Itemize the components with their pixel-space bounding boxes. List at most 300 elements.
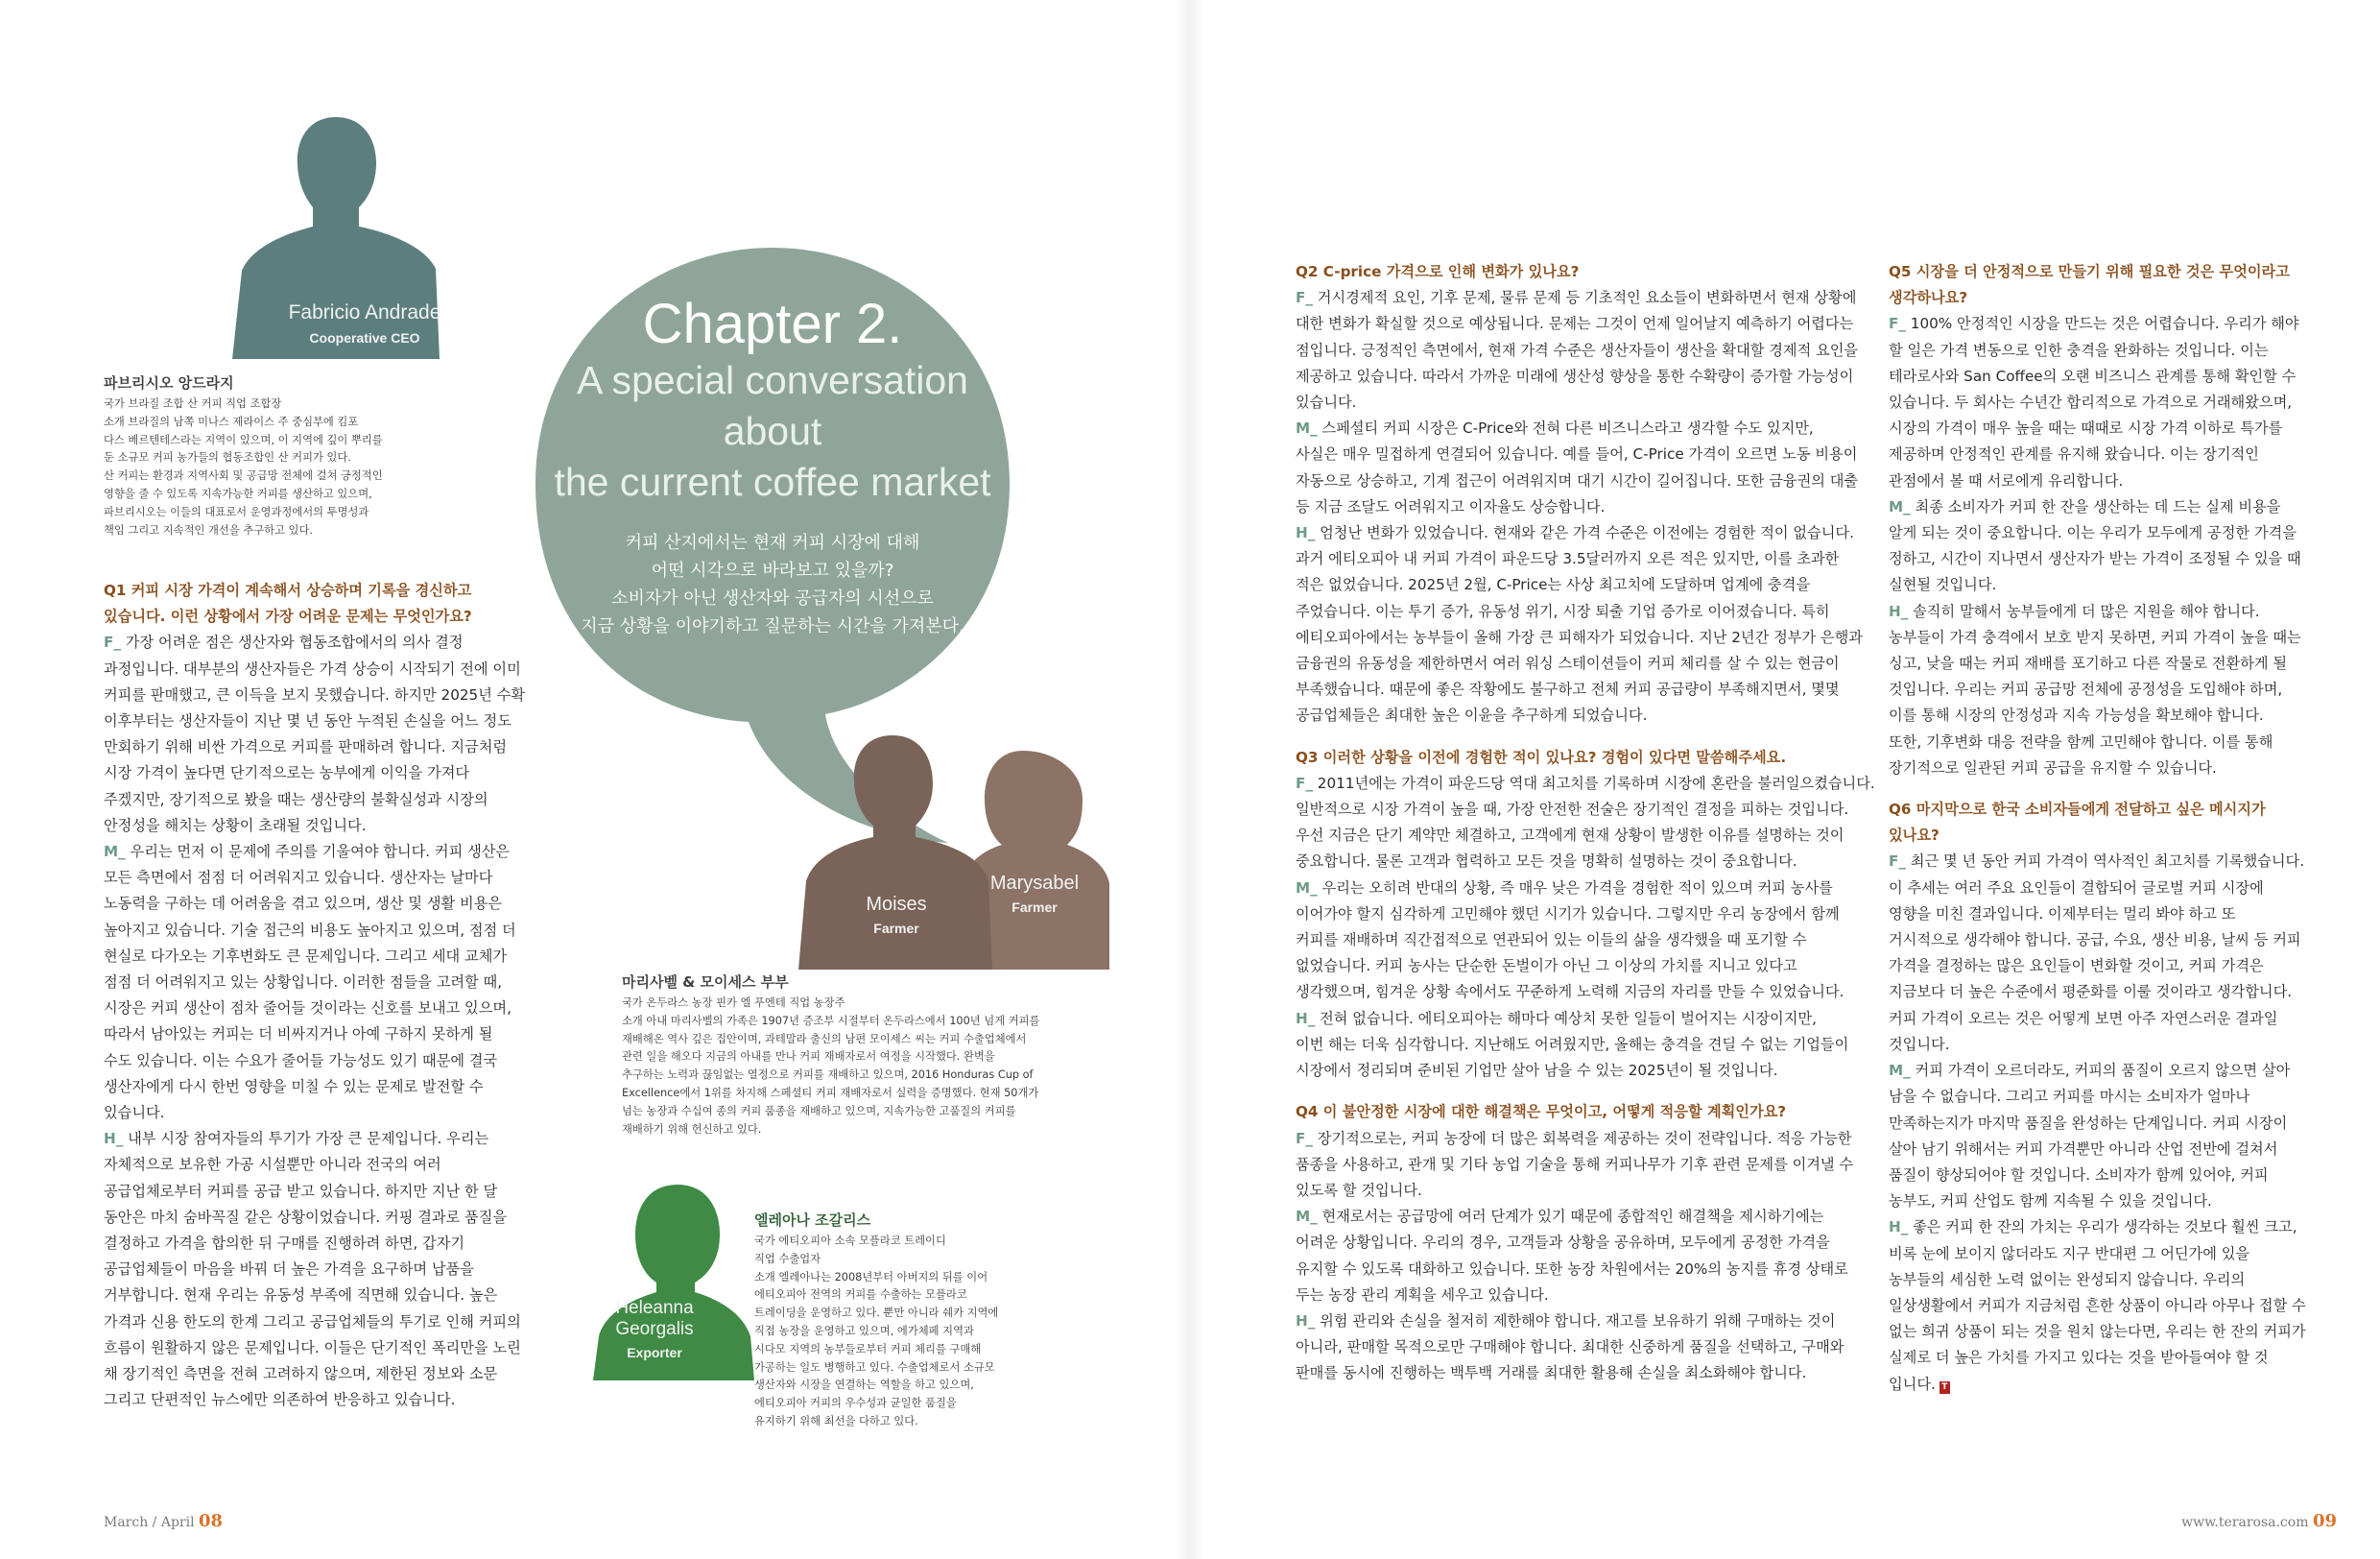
answer-text: 노동력을 구하는 데 어려움을 겪고 있으며, 생산 및 생활 비용은 xyxy=(104,895,503,913)
answer-line xyxy=(1296,1257,1881,1283)
answer-line xyxy=(1889,520,2340,546)
answer-text: 이번 해는 더욱 심각합니다. 지난해도 어려웠지만, 올해는 충격을 견딜 수 없는 기업들이 xyxy=(1296,1035,1849,1053)
question-line: Q4 이 불안정한 시장에 대한 해결책은 무엇이고, 어떻게 적응할 계획인가요? xyxy=(1296,1103,1787,1121)
speaker-label: M_ xyxy=(1296,1208,1318,1226)
answer-text: 가격을 결정하는 많은 요인들이 변화할 것이고, 커피 가격은 xyxy=(1889,957,2264,975)
answer-text: 2011년에는 가격이 파운드당 역대 최고치를 기록하며 시장에 혼란을 불러일으켰습니다. xyxy=(1312,774,1875,792)
couple-name-ko: 마리사벨 & 모이세스 부부 xyxy=(622,973,789,991)
answer-text: 따라서 남아있는 커피는 더 비싸지거나 아예 구하지 못하게 될 xyxy=(104,1025,493,1043)
heleanna-silhouette-icon xyxy=(589,1179,758,1380)
bio-line: 에티오피아 커피의 우수성과 균일한 품질을 xyxy=(754,1397,957,1410)
answer-line xyxy=(1296,311,1881,337)
answer-text: 대한 변화가 확실할 것으로 예상됩니다. 문제는 그것이 언제 일어날지 예측하기 어렵다는 xyxy=(1296,315,1854,333)
answer-line xyxy=(1889,1111,2340,1137)
answer-line xyxy=(104,630,603,656)
bio-line: 에티오피아 전역의 커피를 수출하는 모플라코 xyxy=(754,1288,967,1302)
answer-line xyxy=(1889,901,2340,927)
answer-text: 전혀 없습니다. 에티오피아는 해마다 예상치 못한 일들이 벌어지는 시장이지만, xyxy=(1315,1009,1817,1027)
answer-text: 살아 남기 위해서는 커피 가격뿐만 아니라 산업 전반에 걸쳐서 xyxy=(1889,1139,2278,1158)
answer-text: 가격과 신용 한도의 한계 그리고 공급업체들의 투기로 인해 커피의 xyxy=(104,1312,521,1331)
answer-line xyxy=(1889,546,2340,572)
answer-text: 일반적으로 시장 가격이 높을 때, 가장 안전한 전술은 장기적인 결정을 피하는 것입니다. xyxy=(1296,801,1849,819)
answer-line xyxy=(1296,1308,1881,1334)
couple-bio-text xyxy=(622,995,1121,1139)
answer-line xyxy=(104,734,603,760)
answer-line xyxy=(1889,364,2340,390)
answer-line xyxy=(1296,625,1881,651)
answer-text: 높아지고 있습니다. 기술 접근의 비용도 높아지고 있으며, 점점 더 xyxy=(104,921,516,939)
answer-text: 입니다. xyxy=(1889,1375,1936,1393)
answer-line xyxy=(1889,390,2340,416)
answer-line xyxy=(1296,677,1881,703)
bio-line: 유지하기 위해 최선을 다하고 있다. xyxy=(754,1414,918,1427)
speaker-label: M_ xyxy=(1296,420,1318,438)
answer-line xyxy=(104,944,603,970)
bio-line: 다스 베르텐테스라는 지역이 있으며, 이 지역에 깊이 뿌리를 xyxy=(104,433,383,446)
fabricio-silhouette-icon xyxy=(230,108,441,359)
answer-text: 이를 통해 시장의 안정성과 지속 가능성을 확보해야 합니다. xyxy=(1889,707,2264,725)
answer-text: 부족했습니다. 때문에 좋은 작황에도 불구하고 전체 커피 공급량이 부족해지면서, 몇몇 xyxy=(1296,681,1840,699)
answer-text: 거시적으로 생각해야 합니다. 공급, 수요, 생산 비용, 날씨 등 커피 xyxy=(1889,931,2301,949)
answer-text: 에티오피아에서는 농부들이 올해 가장 큰 피해자가 되었습니다. 지난 2년간 정부가 은행과 xyxy=(1296,628,1863,646)
answer-line xyxy=(104,1100,603,1126)
answer-text: 점점 더 어려워지고 있는 상황입니다. 이러한 점들을 고려할 때, xyxy=(104,973,503,992)
marysabel-role-en: Farmer xyxy=(1012,899,1058,915)
answer-line xyxy=(1296,927,1881,953)
answer-text: 우리는 먼저 이 문제에 주의를 기울여야 합니다. 커피 생산은 xyxy=(125,843,511,861)
fabricio-name-en: Fabricio Andrade xyxy=(288,301,441,324)
heleanna-bio-text xyxy=(754,1233,1042,1431)
bio-line: Excellence에서 1위를 차지해 스페셜티 커피 재배자로서 실력을 증명했다. 현재 50개가 xyxy=(622,1086,1039,1099)
answer-text: 수도 있습니다. 이는 수요가 줄어들 가능성도 있기 때문에 결국 xyxy=(104,1051,498,1069)
answer-line xyxy=(1296,338,1881,364)
bio-line: 생산자와 시장을 연결하는 역할을 하고 있으며, xyxy=(754,1379,974,1392)
question-line: Q5 시장을 더 안정적으로 만들기 위해 필요한 것은 무엇이라고 xyxy=(1889,263,2290,280)
answer-text: 싱고, 낮을 때는 커피 재배를 포기하고 다른 작물로 전환하게 될 xyxy=(1889,655,2288,673)
answer-line xyxy=(104,1257,603,1283)
answer-line xyxy=(1296,390,1881,416)
answer-line xyxy=(1296,797,1881,823)
answer-line xyxy=(1296,849,1881,875)
moises-name-en: Moises xyxy=(866,894,927,915)
answer-line xyxy=(104,683,603,708)
answer-line xyxy=(104,1231,603,1257)
answer-text: 농부들이 가격 충격에서 보호 받지 못하면, 커피 가격이 높을 때는 xyxy=(1889,628,2301,646)
answer-text: 비록 눈에 보이지 않더라도 지구 반대편 그 어딘가에 있을 xyxy=(1889,1244,2250,1262)
answer-line xyxy=(1889,1241,2340,1267)
bio-line: 관련 일을 해오다 지금의 아내를 만나 커피 재배자로서 여정을 시작했다. 완벽을 xyxy=(622,1050,995,1064)
answer-text: 채 장기적인 측면을 전혀 고려하지 않으며, 제한된 정보와 소문 xyxy=(104,1365,498,1383)
chapter-title: Chapter 2. xyxy=(642,293,903,355)
answer-text: 스페셜티 커피 시장은 C-Price와 전혀 다른 비즈니스라고 생각할 수도 있지만, xyxy=(1317,420,1814,438)
answer-text: 이어가야 할지 심각하게 고민해야 했던 시기가 있습니다. 그렇지만 우리 농장에서 함께 xyxy=(1296,904,1840,923)
speaker-label: F_ xyxy=(1296,1129,1313,1147)
answer-text: 내부 시장 참여자들의 투기가 가장 큰 문제입니다. 우리는 xyxy=(123,1130,489,1148)
answer-line xyxy=(1296,1230,1881,1256)
answer-line xyxy=(1889,953,2340,979)
answer-line xyxy=(1889,1032,2340,1058)
speaker-label: H_ xyxy=(1296,524,1316,542)
marysabel-name-en: Marysabel xyxy=(989,873,1080,894)
answer-text: 시장의 가격이 매우 높을 때는 때때로 시장 가격 이하로 특가를 xyxy=(1889,420,2283,438)
speaker-label: H_ xyxy=(1889,1218,1909,1236)
answer-text: 과정입니다. 대부분의 생산자들은 가격 상승이 시작되기 전에 이미 xyxy=(104,660,521,678)
answer-line xyxy=(104,1205,603,1231)
bio-line: 둔 소규모 커피 농가들의 협동조합인 산 커피가 있다. xyxy=(104,451,351,465)
answer-line xyxy=(104,839,603,865)
answer-line xyxy=(104,813,603,839)
answer-text: 있습니다. 두 회사는 수년간 합리적으로 가격으로 거래해왔으며, xyxy=(1889,394,2293,412)
answer-line xyxy=(1889,1267,2340,1293)
speaker-label: H_ xyxy=(1296,1009,1316,1027)
answer-text: 장기적으로 일관된 커피 공급을 유지할 수 있습니다. xyxy=(1889,758,2217,777)
answer-text: 우선 지금은 단기 계약만 체결하고, 고객에게 현재 상황이 발생한 이유를 설명하는 것이 xyxy=(1296,827,1844,845)
answer-text: 남을 수 없습니다. 그리고 커피를 마시는 소비자가 얼마나 xyxy=(1889,1088,2250,1106)
speaker-label: F_ xyxy=(1296,289,1313,307)
subtitle-line: the current coffee market xyxy=(554,460,991,504)
answer-line xyxy=(104,891,603,917)
answer-text: 자동으로 상승하고, 기계 접근이 어려워지며 대기 시간이 길어집니다. 또한 금융권의 대출 xyxy=(1296,471,1859,490)
bio-line: 파브리시오는 이들의 대표로서 운영과정에서의 투명성과 xyxy=(104,505,369,518)
answer-line xyxy=(1889,756,2340,781)
answer-line xyxy=(1296,703,1881,729)
answer-text: 솔직히 말해서 농부들에게 더 많은 지원을 해야 합니다. xyxy=(1908,602,2260,620)
answer-text: 이 추세는 여러 주요 요인들이 결합되어 글로벌 커피 시장에 xyxy=(1889,878,2264,897)
answer-line xyxy=(1296,1334,1881,1360)
chapter-subtitle xyxy=(537,355,1008,508)
answer-text: 제공하고 있습니다. 따라서 가까운 미래에 생산성 향상을 통한 수확량이 증가할 가능성이 xyxy=(1296,367,1854,385)
answer-line xyxy=(1296,416,1881,442)
question-line: Q6 마지막으로 한국 소비자들에게 전달하고 싶은 메시지가 xyxy=(1889,801,2266,819)
answer-line xyxy=(1889,416,2340,442)
answer-line xyxy=(1889,730,2340,756)
answer-text: 실제로 더 높은 가치를 가지고 있다는 것을 받아들여야 할 것 xyxy=(1889,1349,2269,1367)
bio-line: 재배하기 위해 헌신하고 있다. xyxy=(622,1122,762,1136)
answer-text: 금융권의 유동성을 제한하면서 여러 워싱 스테이션들이 커피 체리를 살 수 있는 현금이 xyxy=(1296,655,1840,673)
bio-line: 영향을 줄 수 있도록 지속가능한 커피를 생산하고 있으며, xyxy=(104,487,372,500)
answer-text: 장기적으로는, 커피 농장에 더 많은 회복력을 제공하는 것이 전략입니다. 적응 가능한 xyxy=(1312,1129,1852,1147)
heleanna-name-ko: 엘레아나 조갈리스 xyxy=(754,1211,871,1229)
bio-line: 소개 엘레아나는 2008년부터 아버지의 뒤를 이어 xyxy=(754,1270,988,1283)
answer-line xyxy=(104,1361,603,1387)
answer-text: 커피를 재배하며 직간접적으로 연관되어 있는 이들의 삶을 생각했을 때 포기할 수 xyxy=(1296,931,1807,949)
answer-line xyxy=(1296,1032,1881,1058)
answer-line xyxy=(1296,1178,1881,1204)
answer-text: 관점에서 볼 때 서로에게 유리합니다. xyxy=(1889,471,2124,490)
answer-line xyxy=(1889,875,2340,901)
question-line: 있나요? xyxy=(1889,827,1940,845)
answer-line xyxy=(1296,1126,1881,1152)
question-line: Q3 이러한 상황을 이전에 경험한 적이 있나요? 경험이 있다면 말씀해주세요. xyxy=(1296,748,1787,766)
speaker-label: M_ xyxy=(1296,878,1318,897)
answer-text: 생산자에게 다시 한번 영향을 미칠 수 있는 문제로 발전할 수 xyxy=(104,1077,484,1095)
answer-text: 커피를 판매했고, 큰 이득을 보지 못했습니다. 하지만 2025년 수확 xyxy=(104,685,526,704)
interview-column-middle xyxy=(1296,259,1881,1387)
bio-line: 국가 에티오피아 소속 모플라코 트레이디 xyxy=(754,1235,946,1247)
interview-column-left xyxy=(104,578,603,1414)
bio-line: 국가 브라질 조합 산 커피 직업 조합장 xyxy=(104,397,282,410)
answer-line xyxy=(1889,442,2340,468)
answer-text: 알게 되는 것이 중요합니다. 이는 우리가 모두에게 공정한 가격을 xyxy=(1889,524,2297,542)
fabricio-bio-text xyxy=(104,396,507,540)
answer-line xyxy=(104,865,603,891)
answer-line xyxy=(1296,771,1881,797)
answer-text: 최근 몇 년 동안 커피 가격이 역사적인 최고치를 기록했습니다. xyxy=(1905,852,2305,871)
answer-text: 만족하는지가 마지막 품질을 완성하는 단계입니다. 커피 시장이 xyxy=(1889,1114,2288,1132)
answer-line xyxy=(1296,823,1881,849)
answer-line xyxy=(104,708,603,734)
answer-text: 것입니다. xyxy=(1889,1035,1950,1053)
answer-line xyxy=(1889,1319,2340,1345)
answer-text: 할 일은 가격 변동으로 인한 충격을 완화하는 것입니다. 이는 xyxy=(1889,341,2269,359)
answer-text: 좋은 커피 한 잔의 가치는 우리가 생각하는 것보다 훨씬 크고, xyxy=(1908,1218,2297,1236)
answer-text: 사실은 매우 밀접하게 연결되어 있습니다. 예를 들어, C-Price 가격이 오르면 노동 비용이 xyxy=(1296,445,1858,464)
answer-text: 또한, 기후변화 대응 전략을 함께 고민해야 합니다. 이를 통해 xyxy=(1889,732,2273,751)
speaker-label: H_ xyxy=(1296,1311,1316,1330)
spread-gutter xyxy=(1176,0,1204,1559)
speaker-label: H_ xyxy=(104,1130,124,1148)
answer-text: 안정성을 해치는 상황이 초래될 것입니다. xyxy=(104,816,367,834)
answer-text: 시장에서 정리되며 준비된 기업만 살아 남을 수 있는 2025년이 될 것입니다. xyxy=(1296,1062,1778,1080)
answer-line xyxy=(1296,651,1881,677)
answer-text: 두는 농장 관리 계획을 세우고 있습니다. xyxy=(1296,1285,1549,1304)
moises-role-en: Farmer xyxy=(873,921,919,936)
footer-right xyxy=(2121,1511,2337,1531)
answer-line xyxy=(104,1335,603,1361)
question-line: 생각하나요? xyxy=(1889,289,1968,307)
answer-text: 품종을 사용하고, 관개 및 기타 농업 기술을 통해 커피나무가 기후 관련 문제를 이겨낼 수 xyxy=(1296,1155,1854,1173)
answer-line xyxy=(1296,1006,1881,1032)
answer-text: 자체적으로 보유한 가공 시설뿐만 아니라 전국의 여러 xyxy=(104,1156,441,1174)
answer-text: 최종 소비자가 커피 한 잔을 생산하는 데 드는 실제 비용을 xyxy=(1910,497,2281,516)
couple-silhouette-icon xyxy=(797,730,1109,970)
answer-text: 있습니다. xyxy=(104,1104,165,1122)
answer-line xyxy=(104,1074,603,1100)
answer-line xyxy=(1889,1163,2340,1188)
answer-line xyxy=(1296,953,1881,979)
bio-line: 시다모 지역의 농부들로부터 커피 체리를 구매해 xyxy=(754,1342,982,1355)
answer-text: 실현될 것입니다. xyxy=(1889,576,1997,594)
answer-line xyxy=(1296,1283,1881,1308)
answer-text: 동안은 마치 숨바꼭질 같은 상황이었습니다. 커핑 결과로 품질을 xyxy=(104,1208,508,1226)
answer-text: 커피 가격이 오르더라도, 커피의 품질이 오르지 않으면 살아 xyxy=(1910,1062,2291,1080)
answer-text: 주겠지만, 장기적으로 봤을 때는 생산량의 불확실성과 시장의 xyxy=(104,790,488,808)
answer-line xyxy=(1889,1188,2340,1214)
answer-text: 가장 어려운 점은 생산자와 협동조합에서의 의사 결정 xyxy=(120,634,464,652)
subtitle-line: A special conversation about xyxy=(577,358,968,453)
answer-text: 흐름이 원활하지 않은 문제입니다. 이들은 단기적인 폭리만을 노린 xyxy=(104,1338,521,1356)
answer-text: 테라로사와 San Coffee의 오랜 비즈니스 관계를 통해 확인할 수 xyxy=(1889,367,2297,385)
intro-line: 커피 산지에서는 현재 커피 시장에 대해 xyxy=(625,533,920,553)
answer-text: 제공하며 안정적인 관계를 유지해 왔습니다. 이는 장기적인 xyxy=(1889,445,2259,464)
answer-line xyxy=(1889,625,2340,651)
answer-text: 공급업체로부터 커피를 공급 받고 있습니다. 하지만 지난 한 달 xyxy=(104,1182,498,1200)
answer-text: 유지할 수 있도록 대화하고 있습니다. 또한 농장 차원에서는 20%의 농지를 휴경 상태로 xyxy=(1296,1259,1848,1278)
answer-line xyxy=(104,657,603,683)
heleanna-role-en: Exporter xyxy=(627,1345,682,1360)
question-line: Q1 커피 시장 가격이 계속해서 상승하며 기록을 경신하고 xyxy=(104,582,472,599)
answer-line xyxy=(1889,1293,2340,1319)
answer-line xyxy=(1889,1214,2340,1240)
answer-line xyxy=(104,970,603,995)
answer-text: 만회하기 위해 비싼 가격으로 커피를 판매하려 합니다. 지금처럼 xyxy=(104,738,508,756)
chapter-heading xyxy=(537,294,1008,640)
answer-line xyxy=(1296,546,1881,572)
answer-line xyxy=(1296,468,1881,494)
speaker-label: M_ xyxy=(1889,497,1911,516)
answer-text: 중요합니다. 물론 고객과 협력하고 모든 것을 명확히 설명하는 것이 중요합니다. xyxy=(1296,852,1797,871)
answer-line xyxy=(1889,311,2340,337)
answer-line xyxy=(1296,875,1881,901)
answer-text: 일상생활에서 커피가 지금처럼 흔한 상품이 아니라 아무나 접할 수 xyxy=(1889,1296,2306,1314)
answer-line xyxy=(104,1126,603,1152)
answer-line xyxy=(1296,520,1881,546)
answer-text: 공급업체들이 마음을 바꿔 더 높은 가격을 요구하며 납품을 xyxy=(104,1260,474,1279)
speaker-label: F_ xyxy=(1889,852,1906,871)
answer-text: 커피 가격이 오르는 것은 어떻게 보면 아주 자연스러운 결과일 xyxy=(1889,1009,2278,1027)
answer-line xyxy=(1296,1204,1881,1230)
answer-text: 영향을 미친 결과입니다. 이제부터는 멀리 봐야 하고 또 xyxy=(1889,904,2236,923)
fabricio-bio xyxy=(104,372,507,540)
heleanna-surname-en: Georgalis xyxy=(615,1319,694,1339)
answer-line xyxy=(104,787,603,813)
answer-line xyxy=(1889,1372,2340,1398)
answer-line xyxy=(1889,979,2340,1005)
answer-line xyxy=(1296,285,1881,311)
answer-line xyxy=(1889,1345,2340,1371)
bio-line: 직접 농장을 운영하고 있으며, 에가체페 지역과 xyxy=(754,1324,974,1337)
answer-line xyxy=(1889,599,2340,625)
answer-text: 없는 희귀 상품이 되는 것을 원치 않는다면, 우리는 한 잔의 커피가 xyxy=(1889,1323,2306,1341)
answer-text: 엄청난 변화가 있었습니다. 현재와 같은 가격 수준은 이전에는 경험한 적이 없습니다. xyxy=(1315,524,1854,542)
answer-line xyxy=(1296,442,1881,468)
interview-column-right xyxy=(1889,259,2340,1398)
fabricio-name-ko: 파브리시오 앙드라지 xyxy=(104,374,234,392)
answer-line xyxy=(1889,677,2340,703)
answer-line xyxy=(1889,849,2340,875)
answer-line xyxy=(1296,364,1881,390)
bio-line: 소개 아내 마리사벨의 가족은 1907년 증조부 시절부터 온두라스에서 100년 넘게 커피를 xyxy=(622,1014,1040,1027)
answer-text: 점입니다. 긍정적인 측면에서, 현재 가격 수준은 생산자들이 생산을 확대할 경제적 요인을 xyxy=(1296,341,1859,359)
fabricio-role-en: Cooperative CEO xyxy=(309,330,420,346)
speaker-label: H_ xyxy=(1889,602,1909,620)
answer-text: 이후부터는 생산자들이 지난 몇 년 동안 누적된 손실을 어느 정도 xyxy=(104,712,512,731)
answer-text: 거부합니다. 현재 우리는 유동성 부족에 직면해 있습니다. 높은 xyxy=(104,1286,498,1305)
answer-text: 지금보다 더 높은 수준에서 평준화를 이룰 것이라고 생각합니다. xyxy=(1889,983,2293,1001)
answer-text: 우리는 오히려 반대의 상황, 즉 매우 낮은 가격을 경험한 적이 있으며 커피 농사를 xyxy=(1317,878,1833,897)
answer-line xyxy=(1296,901,1881,927)
answer-line xyxy=(104,918,603,944)
answer-text: 주었습니다. 이는 투기 증가, 유동성 위기, 시장 퇴출 기업 증가로 이어졌습니다. 특히 xyxy=(1296,602,1830,620)
bio-line: 추구하는 노력과 끊임없는 열정으로 커피를 재배하고 있으며, 2016 Honduras Cup of xyxy=(622,1068,1034,1082)
speaker-label: M_ xyxy=(1889,1062,1911,1080)
site-url: www.terarosa.com xyxy=(2181,1515,2309,1530)
answer-line xyxy=(1296,1058,1881,1084)
answer-line xyxy=(1889,572,2340,598)
answer-line xyxy=(1889,494,2340,520)
bio-line: 국가 온두라스 농장 핀카 엘 푸엔테 직업 농장주 xyxy=(622,996,845,1009)
question-line: 있습니다. 이런 상황에서 가장 어려운 문제는 무엇인가요? xyxy=(104,608,472,626)
speaker-label: M_ xyxy=(104,843,126,861)
answer-line xyxy=(104,1309,603,1335)
page-number-left: 08 xyxy=(199,1511,224,1531)
answer-text: 품질이 향상되어야 할 것입니다. 소비자가 함께 있어야, 커피 xyxy=(1889,1165,2269,1184)
answer-line xyxy=(104,1048,603,1074)
answer-text: 현재로서는 공급망에 여러 단계가 있기 때문에 종합적인 해결책을 제시하기에는 xyxy=(1317,1208,1824,1226)
answer-text: 거시경제적 요인, 기후 문제, 물류 문제 등 기초적인 요소들이 변화하면서 현재 상황에 xyxy=(1312,289,1857,307)
answer-text: 등 지금 조달도 어려워지고 이자율도 상승합니다. xyxy=(1296,497,1606,516)
answer-text: 어려운 상황입니다. 우리의 경우, 고객들과 상황을 공유하며, 모두에게 공정한 가격을 xyxy=(1296,1234,1830,1252)
answer-text: 시장은 커피 생산이 점차 줄어들 것이라는 신호를 보내고 있으며, xyxy=(104,999,512,1018)
answer-line xyxy=(1296,572,1881,598)
answer-line xyxy=(1296,599,1881,625)
bio-line: 가공하는 일도 병행하고 있다. 수출업체로서 소규모 xyxy=(754,1360,995,1374)
answer-text: 농부도, 커피 산업도 함께 지속될 수 있을 것입니다. xyxy=(1889,1192,2212,1211)
footer-left xyxy=(104,1511,223,1531)
answer-line xyxy=(104,1283,603,1308)
answer-text: 있도록 할 것입니다. xyxy=(1296,1181,1422,1199)
answer-line xyxy=(1296,979,1881,1005)
answer-line xyxy=(104,1387,603,1413)
answer-text: 그리고 단편적인 뉴스에만 의존하여 반응하고 있습니다. xyxy=(104,1391,456,1409)
answer-text: 현실로 다가오는 기후변화도 큰 문제입니다. 그리고 세대 교체가 xyxy=(104,947,508,965)
answer-text: 100% 안정적인 시장을 만드는 것은 어렵습니다. 우리가 해야 xyxy=(1905,315,2299,333)
answer-line xyxy=(1296,494,1881,520)
answer-text: 있습니다. xyxy=(1296,394,1357,412)
answer-text: 결정하고 가격을 합의한 뒤 구매를 진행하려 하면, 갑자기 xyxy=(104,1235,465,1253)
answer-line xyxy=(1889,1084,2340,1110)
answer-line xyxy=(1889,703,2340,729)
answer-line xyxy=(1296,1152,1881,1178)
bio-line: 소개 브라질의 남쪽 미나스 제라이스 주 중심부에 킴포 xyxy=(104,415,359,428)
answer-text: 적은 없었습니다. 2025년 2월, C-Price는 사상 최고치에 도달하며 업계에 충격을 xyxy=(1296,576,1811,594)
answer-line xyxy=(1889,338,2340,364)
answer-line xyxy=(1889,1137,2340,1163)
answer-text: 시장 가격이 높다면 단기적으로는 농부에게 이익을 가져다 xyxy=(104,764,470,782)
page-number-right: 09 xyxy=(2312,1511,2337,1531)
bio-line: 산 커피는 환경과 지역사회 및 공급망 전체에 걸쳐 긍정적인 xyxy=(104,469,383,483)
speaker-label: F_ xyxy=(1889,315,1906,333)
bio-line: 재배해온 역사 깊은 집안이며, 과테말라 출신의 남편 모이세스 씨는 커피 수출업체에서 xyxy=(622,1032,1027,1045)
answer-text: 것입니다. 우리는 커피 공급망 전체에 공정성을 도입해야 하며, xyxy=(1889,681,2283,699)
bio-line: 직업 수출업자 xyxy=(754,1252,821,1265)
intro-line: 소비자가 아닌 생산자와 공급자의 시선으로 xyxy=(611,588,934,609)
speaker-label: F_ xyxy=(1296,774,1313,792)
heleanna-name-en: Heleanna xyxy=(615,1298,694,1318)
couple-bio xyxy=(622,971,1121,1139)
answer-line xyxy=(1296,1360,1881,1386)
answer-text: 농부들의 세심한 노력 없이는 완성되지 않습니다. 우리의 xyxy=(1889,1270,2246,1288)
speaker-label: F_ xyxy=(104,634,121,652)
intro-line: 지금 상황을 이야기하고 질문하는 시간을 가져본다. xyxy=(581,616,964,636)
bio-line: 넘는 농장과 수십여 종의 커피 품종을 재배하고 있으며, 지속가능한 고품질의 커피를 xyxy=(622,1104,1016,1117)
answer-text: 모든 측면에서 점점 더 어려워지고 있습니다. 생산자는 날마다 xyxy=(104,869,493,887)
answer-line xyxy=(104,760,603,786)
end-mark-icon: T xyxy=(1940,1381,1950,1394)
answer-text: 과거 에티오피아 내 커피 가격이 파운드당 3.5달러까지 오른 적은 있지만, 이를 초과한 xyxy=(1296,550,1840,568)
answer-line xyxy=(1889,927,2340,953)
answer-line xyxy=(1889,1006,2340,1032)
answer-text: 위험 관리와 손실을 철저히 제한해야 합니다. 재고를 보유하기 위해 구매하는 것이 xyxy=(1315,1311,1836,1330)
answer-text: 정하고, 시간이 지나면서 생산자가 받는 가격이 조정될 수 있을 때 xyxy=(1889,550,2301,568)
chapter-intro xyxy=(537,529,1008,640)
answer-text: 아니라, 판매할 목적으로만 구매해야 합니다. 최대한 신중하게 품질을 선택하고, 구매와 xyxy=(1296,1338,1844,1356)
answer-text: 없었습니다. 커피 농사는 단순한 돈벌이가 아닌 그 이상의 가치를 지니고 있다고 xyxy=(1296,957,1797,975)
answer-line xyxy=(104,1179,603,1205)
bio-line: 트레이딩을 운영하고 있다. 뿐만 아니라 쉐카 지역에 xyxy=(754,1307,999,1320)
heleanna-bio xyxy=(754,1210,1042,1431)
answer-line xyxy=(1889,1058,2340,1084)
